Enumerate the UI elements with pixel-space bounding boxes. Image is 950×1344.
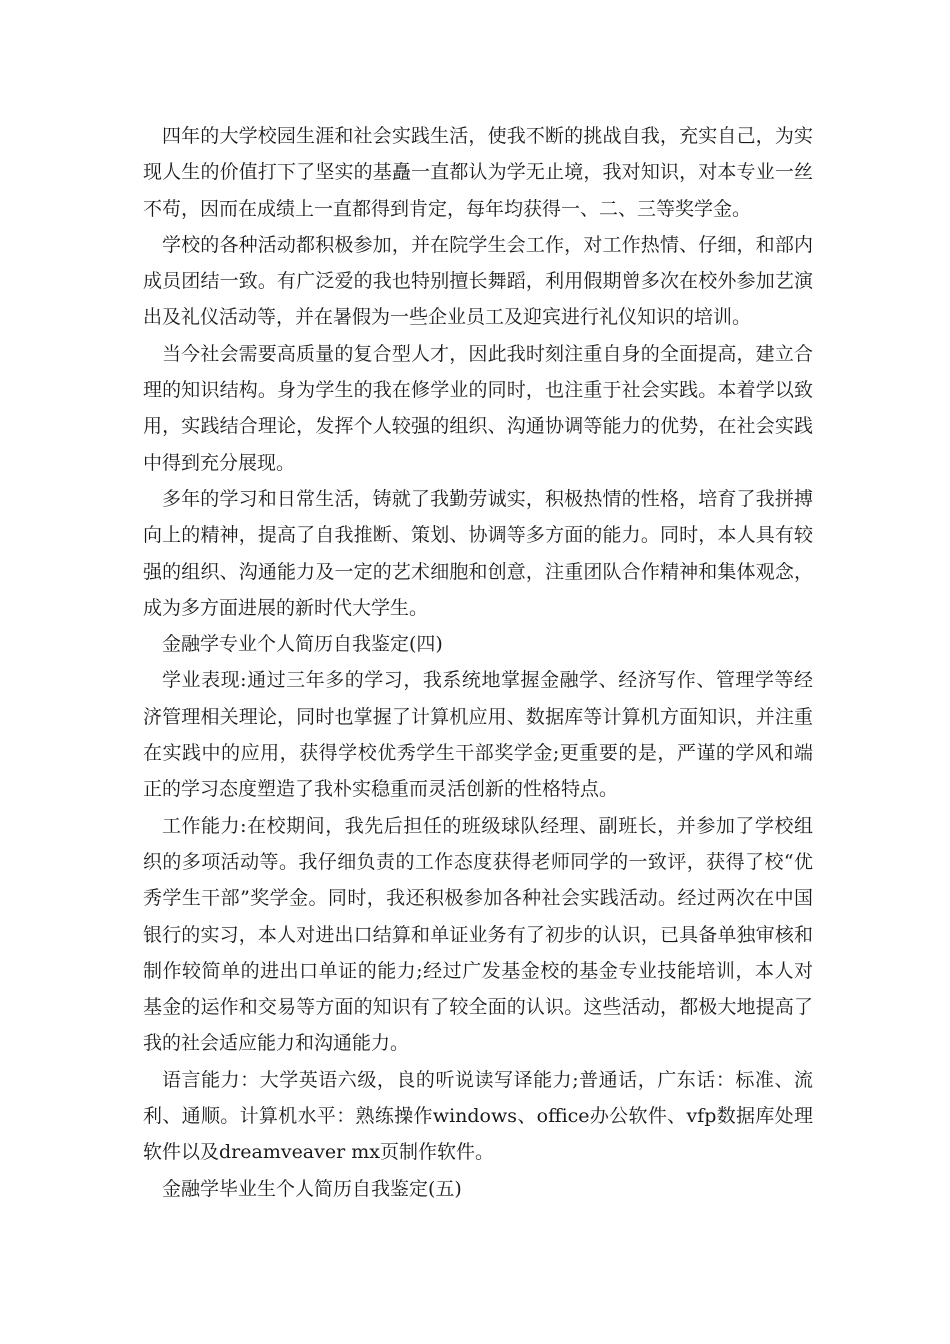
paragraph-activities: 学校的各种活动都积极参加，并在院学生会工作，对工作热情、仔细，和部内成员团结一致。有广泛爱的我也特别擅长舞蹈，利用假期曾多次在校外参加艺演出及礼仪活动等，并在暑假为一些企业员工及迎宾进行礼仪知识的培训。 [143,233,813,329]
section-heading-4: 金融学专业个人简历自我鉴定(四) [162,633,443,656]
paragraph-compound-talent: 当今社会需要高质量的复合型人才，因此我时刻注重自身的全面提高，建立合理的知识结构。身为学生的我在修学业的同时，也注重于社会实践。本着学以致用，实践结合理论，发挥个人较强的组织、沟通协调等能力的优势，在社会实践中得到充分展现。 [143,342,813,474]
paragraph-character: 多年的学习和日常生活，铸就了我勤劳诚实，积极热情的性格，培育了我拼搏向上的精神，提高了自我推断、策划、协调等多方面的能力。同时，本人具有较强的组织、沟通能力及一定的艺术细胞和创意，注重团队合作精神和集体观念，成为多方面进展的新时代大学生。 [143,487,813,619]
section-heading-5: 金融学毕业生个人简历自我鉴定(五) [162,1177,462,1200]
paragraph-work-ability: 工作能力:在校期间，我先后担任的班级球队经理、副班长，并参加了学校组织的多项活动等。我仔细负责的工作态度获得老师同学的一致评，获得了校“优秀学生干部”奖学金。同时，我还积极参加各种社会实践活动。经过两次在中国银行的实习，本人对进出口结算和单证业务有了初步的认识，已具备单独审核和制作较简单的进出口单证的能力;经过广发基金校的基金专业技能培训，本人对基金的运作和交易等方面的知识有了较全面的认识。这些活动，都极大地提高了我的社会适应能力和沟通能力。 [143,814,813,1055]
paragraph-academic-performance: 学业表现:通过三年多的学习，我系统地掌握金融学、经济写作、管理学等经济管理相关理论，同时也掌握了计算机应用、数据库等计算机方面知识，并注重在实践中的应用，获得学校优秀学生干部奖学金;更重要的是，严谨的学风和端正的学习态度塑造了我朴实稳重而灵活创新的性格特点。 [143,669,813,801]
paragraph-campus-life: 四年的大学校园生涯和社会实践生活，使我不断的挑战自我，充实自己，为实现人生的价值打下了坚实的基矗一直都认为学无止境，我对知识，对本专业一丝不苟，因而在成绩上一直都得到肯定，每年均获得一、二、三等奖学金。 [143,125,813,220]
paragraph-language-ability: 语言能力：大学英语六级，良的听说读写译能力;普通话，广东话：标准、流利、通顺。计算机水平：熟练操作windows、office办公软件、vfp数据库处理软件以及dreamveaver mx页制作软件。 [143,1068,813,1164]
document-body [143,118,813,1207]
